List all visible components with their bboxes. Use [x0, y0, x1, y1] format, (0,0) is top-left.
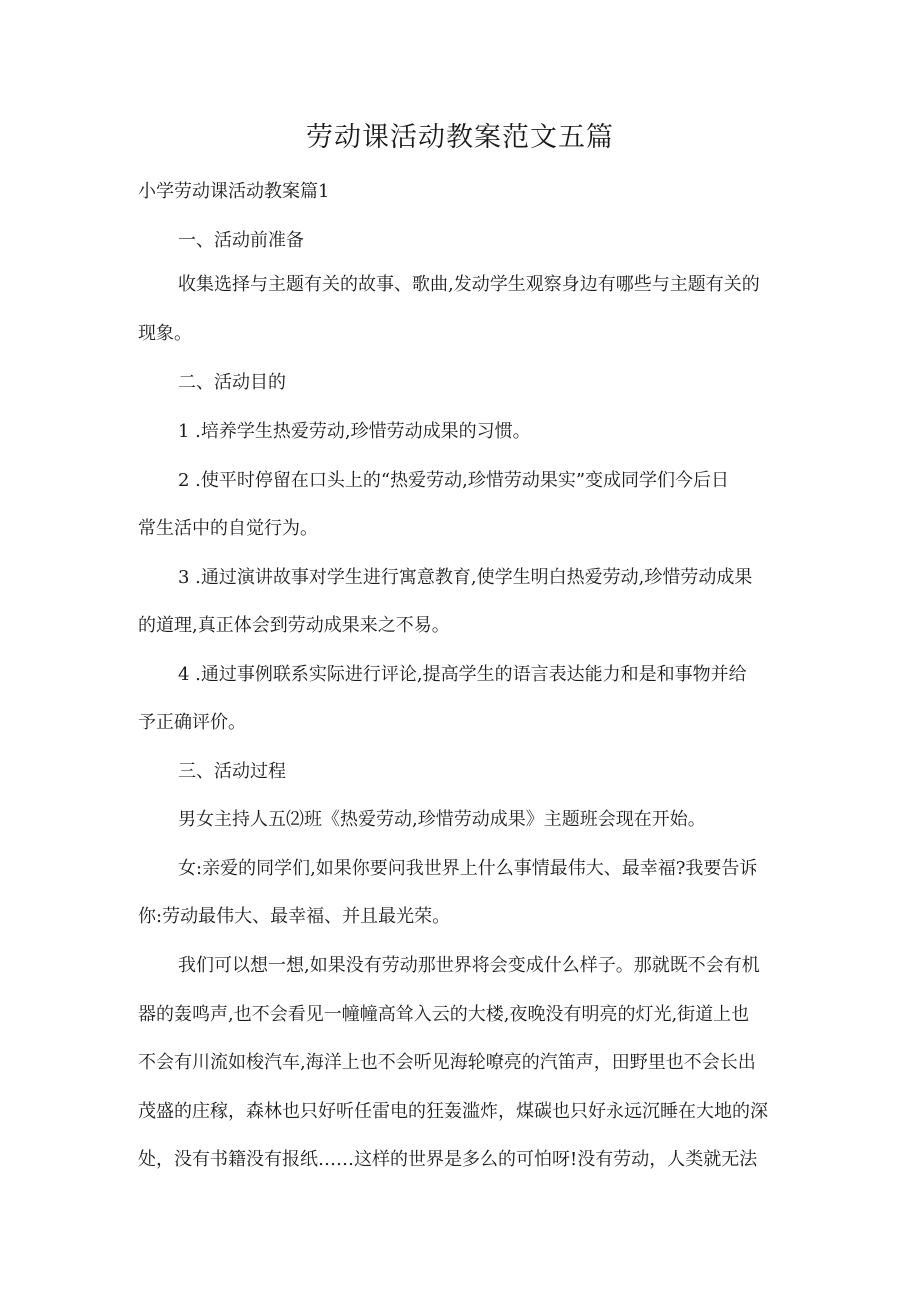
paragraph-line: 女:亲爱的同学们,如果你要问我世界上什么事情最伟大、最幸福?我要告诉 [178, 858, 758, 879]
heading-purpose: 二、活动目的 [178, 372, 286, 393]
paragraph-line: 男女主持人五⑵班《热爱劳动,珍惜劳动成果》主题班会现在开始。 [178, 809, 706, 830]
list-item: 3 .通过演讲故事对学生进行寓意教育,使学生明白热爱劳动,珍惜劳动成果 [178, 567, 753, 588]
paragraph-line: 我们可以想一想,如果没有劳动那世界将会变成什么样子。那就既不会有机 [178, 955, 760, 976]
list-item: 2 .使平时停留在口头上的“热爱劳动,珍惜劳动果实”变成同学们今后日 [178, 470, 730, 491]
section-subtitle: 小学劳动课活动教案篇1 [138, 181, 330, 202]
paragraph-line: 予正确评价。 [138, 712, 246, 733]
heading-process: 三、活动过程 [178, 761, 286, 782]
list-item: 1 .培养学生热爱劳动,珍惜劳动成果的习惯。 [178, 421, 531, 442]
document-title: 劳动课活动教案范文五篇 [306, 122, 614, 153]
paragraph-line: 处，没有书籍没有报纸……这样的世界是多么的可怕呀!没有劳动，人类就无法 [138, 1149, 758, 1170]
paragraph-line: 收集选择与主题有关的故事、歌曲,发动学生观察身边有哪些与主题有关的 [178, 274, 760, 295]
paragraph-line: 不会有川流如梭汽车,海洋上也不会听见海轮嘹亮的汽笛声，田野里也不会长出 [138, 1052, 756, 1073]
paragraph-line: 器的轰鸣声,也不会看见一幢幢高耸入云的大楼,夜晚没有明亮的灯光,街道上也 [138, 1004, 750, 1025]
paragraph-line: 的道理,真正体会到劳动成果来之不易。 [138, 615, 450, 636]
paragraph-line: 茂盛的庄稼，森林也只好听任雷电的狂轰滥炸，煤碳也只好永远沉睡在大地的深 [138, 1101, 768, 1122]
paragraph-line: 现象。 [138, 323, 192, 344]
heading-preparation: 一、活动前准备 [178, 230, 304, 251]
paragraph-line: 常生活中的自觉行为。 [138, 518, 318, 539]
list-item: 4 .通过事例联系实际进行评论,提高学生的语言表达能力和是和事物并给 [178, 664, 747, 685]
paragraph-line: 你:劳动最伟大、最幸福、并且最光荣。 [138, 906, 451, 927]
